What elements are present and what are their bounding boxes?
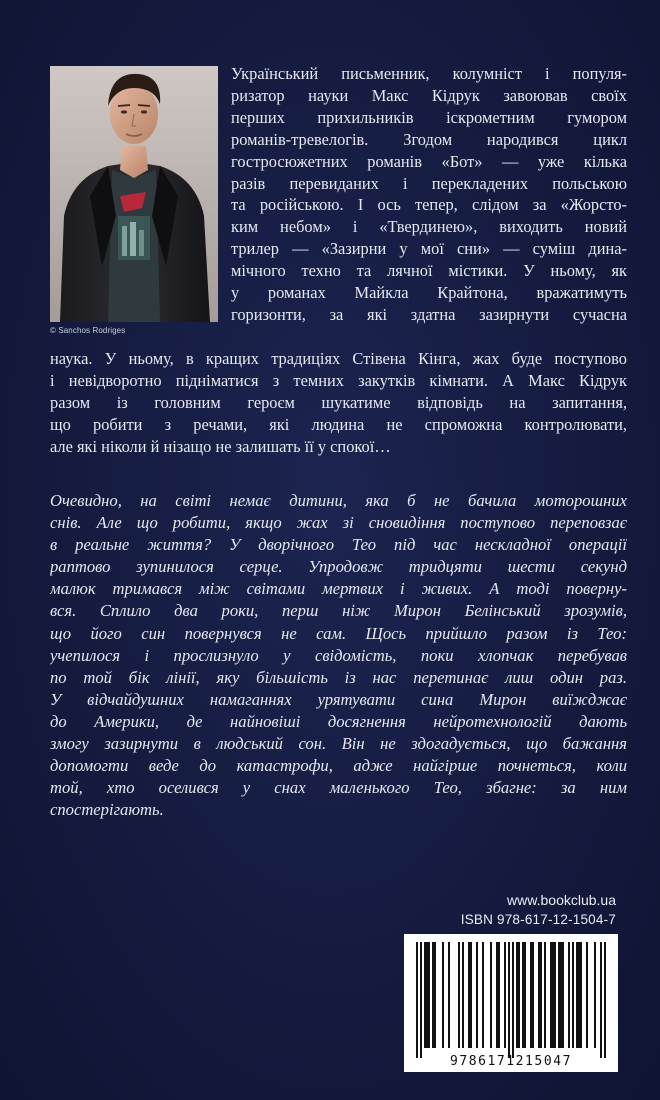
barcode-bar <box>468 942 472 1048</box>
barcode-bar <box>572 942 574 1048</box>
bio-line: що робити з речами, які людина не спроможна контролювати, <box>50 414 627 434</box>
barcode-bar <box>604 942 606 1058</box>
barcode-bar <box>600 942 602 1058</box>
synopsis-line: в реальне життя? У дворічного Тео під час нескладної операції <box>50 535 627 555</box>
synopsis-line: Очевидно, на світі немає дитини, яка б не бачила моторошних <box>50 491 627 510</box>
barcode-digits: 9786171215047 <box>450 1054 572 1069</box>
bio-line: Український письменник, колумніст і популя- <box>231 64 627 83</box>
barcode-bar <box>420 942 422 1058</box>
synopsis-line: малюк тримався між світами мертвих і живих. А тоді поверну- <box>50 579 627 599</box>
bio-line: ким небом» і «Твердинею», виходить новий <box>231 217 627 237</box>
barcode-bar <box>442 942 444 1048</box>
synopsis-line: що його син повернувся не сам. Щось прийшло разом із Тео: <box>50 623 627 643</box>
bio-line: ризатор науки Макс Кідрук завоював своїх <box>231 85 627 105</box>
barcode-bar <box>424 942 430 1048</box>
bio-line: разом із головним героєм шукатиме відповідь на запитання, <box>50 392 627 412</box>
synopsis-line: снів. Але що робити, якщо жах зі сновидіння поступово переповзає <box>50 513 627 533</box>
author-bio-full-width <box>50 348 627 458</box>
barcode-bar <box>512 942 514 1058</box>
barcode-bar <box>544 942 546 1048</box>
barcode-bar <box>508 942 510 1058</box>
synopsis-line: той, хто оселився у снах маленького Тео, збагне: за ним <box>50 778 627 798</box>
bio-line: і невідворотно підніматися з темних закутків кімнати. А Макс Кідрук <box>50 370 627 390</box>
isbn-barcode <box>404 934 618 1072</box>
photo-credit: © Sanchos Rodriges <box>50 326 126 335</box>
barcode-bar <box>458 942 460 1048</box>
author-bio-beside-photo <box>231 63 627 326</box>
barcode-bar <box>504 942 506 1048</box>
author-photo <box>50 66 218 322</box>
bio-line: перших прихильників іскрометним гумором <box>231 107 627 127</box>
barcode-bar <box>516 942 520 1048</box>
bio-line: гостросюжетних романів «Бот» — уже кілька <box>231 151 627 171</box>
bio-line: у романах Майкла Крайтона, вражатимуть <box>231 283 627 303</box>
barcode-bar <box>462 942 464 1048</box>
synopsis-line: по той бік лінії, яку більшість із нас перетинає лиш один раз. <box>50 667 627 687</box>
barcode-bar <box>594 942 596 1048</box>
synopsis-line: раптово зупинилося серце. Упродовж тридцяти шести секунд <box>50 557 627 577</box>
bio-line: трилер — «Зазирни у мої сни» — суміш дина- <box>231 239 627 259</box>
bio-line: разів перевиданих і перекладених польською <box>231 173 627 193</box>
barcode-bar <box>416 942 418 1058</box>
bio-line: наука. У ньому, в кращих традиціях Стівена Кінга, жах буде поступово <box>50 349 627 368</box>
bio-line: але які ніколи й нізащо не залишать її у спокої… <box>50 436 391 456</box>
synopsis-line: до Америки, де найновіші досягнення нейротехнологій дають <box>50 711 627 731</box>
barcode-bar <box>476 942 478 1048</box>
barcode-bar <box>550 942 556 1048</box>
bio-line: горизонти, за які здатна зазирнути сучасна <box>231 304 627 324</box>
barcode-bar <box>530 942 534 1048</box>
isbn-label: ISBN 978-617-12-1504-7 <box>460 912 616 927</box>
synopsis-line: У відчайдушних намаганнях урятувати сина Мирон виїжджає <box>50 689 627 709</box>
barcode-bar <box>490 942 492 1048</box>
publisher-website[interactable]: www.bookclub.ua <box>507 892 616 908</box>
barcode-bar <box>432 942 436 1048</box>
synopsis-line: допомогти веде до катастрофи, адже найгірше почнеться, коли <box>50 756 627 776</box>
bio-line: мічного техно та лячної містики. У ньому, як <box>231 261 627 281</box>
barcode-bar <box>568 942 570 1048</box>
barcode-bar <box>482 942 484 1048</box>
barcode-bar <box>576 942 582 1048</box>
synopsis-line: змогу зазирнути в людський сон. Він не здогадується, що бажання <box>50 734 627 754</box>
barcode-bar <box>558 942 564 1048</box>
barcode-bars <box>404 934 618 1072</box>
bio-line: романів-тревелогів. Згодом народився цикл <box>231 129 627 149</box>
author-portrait-illustration <box>50 66 218 322</box>
barcode-bar <box>448 942 450 1048</box>
synopsis-line: учепилося і прослизнуло у свідомість, поки хлопчак перебував <box>50 645 627 665</box>
bio-line: та російською. І ось тепер, слідом за «Жорсто- <box>231 195 627 215</box>
barcode-bar <box>538 942 542 1048</box>
synopsis-line: спостерігають. <box>50 800 164 820</box>
barcode-bar <box>586 942 588 1048</box>
barcode-bar <box>496 942 500 1048</box>
book-synopsis <box>50 490 627 821</box>
barcode-bar <box>522 942 526 1048</box>
synopsis-line: вся. Сплило два роки, перш ніж Мирон Белінський зрозумів, <box>50 601 627 621</box>
